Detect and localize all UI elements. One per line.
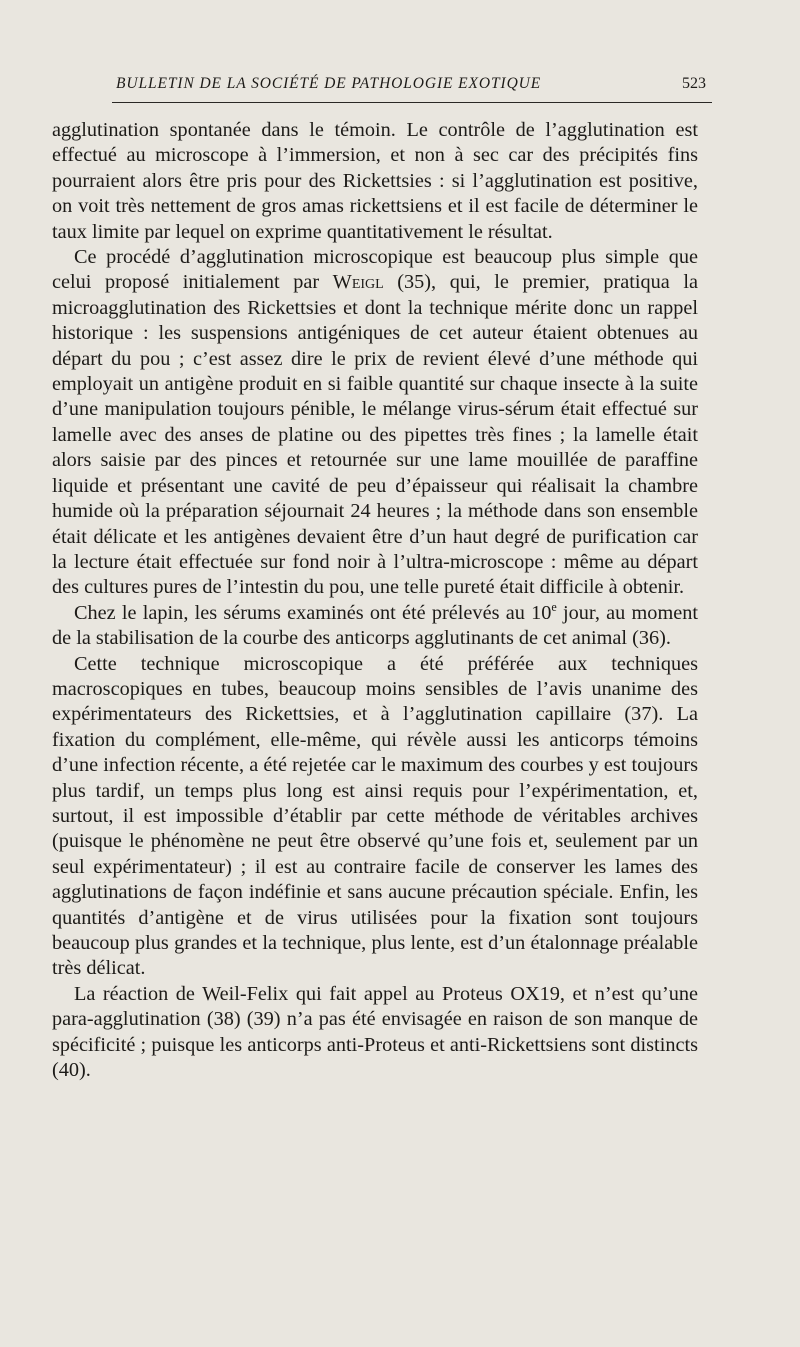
header-rule — [112, 102, 712, 103]
paragraph-1: agglutination spontanée dans le témoin. Le contrôle de l’agglutination est effectué au microscope à l’immersion, et non à sec car des précipités fins pourraient alors être pris pour des Rickettsies : si l’agglutination est positive, on voit très nettement de gros amas rickettsiens et il est facile de déterminer le taux limite par lequel on exprime quantitativement le résultat. — [52, 119, 698, 243]
page-header — [52, 75, 712, 93]
paragraph-4: Cette technique microscopique a été préférée aux techniques macroscopiques en tubes, beaucoup moins sensibles de l’avis unanime des expérimentateurs des Rickettsies, et à l’agglutination capillaire (37). La fixation du complément, elle-même, qui révèle aussi les anticorps témoins d’une infection récente, a été rejetée car le maximum des courbes y est toujours plus tardif, un temps plus long est ainsi requis pour l’expérimentation, et, surtout, il est impossible d’établir par cette méthode de véritables archives (puisque le phénomène ne peut être observé qu’une fois et, seulement par un seul expérimentateur) ; il est au contraire facile de conserver les lames des agglutinations de façon indéfinie et sans aucune précaution spéciale. Enfin, les quantités d’antigène et de virus utilisées pour la fixation sont toujours beaucoup plus grandes et la technique, plus lente, est d’un étalonnage préalable très délicat. — [52, 652, 698, 980]
paragraph-2-text-a: Ce procédé d’agglutination microscopique est beaucoup plus simple que celui proposé initialement par — [52, 246, 698, 294]
paragraph-3 — [52, 601, 698, 652]
ordinal-superscript: e — [551, 599, 557, 614]
running-title: BULLETIN DE LA SOCIÉTÉ DE PATHOLOGIE EXOTIQUE — [116, 75, 542, 92]
paragraph-5: La réaction de Weil-Felix qui fait appel au Proteus OX19, et n’est qu’une para-agglutination (38) (39) n’a pas été envisagée en raison de son manque de spécificité ; puisque les anticorps anti-Proteus et anti-Rickettsiens sont distincts (40). — [52, 982, 698, 1082]
paragraph-3-text-a: Chez le lapin, les sérums examinés ont été prélevés au 10 — [74, 601, 552, 624]
article-body — [52, 118, 698, 1083]
page-number: 523 — [682, 75, 706, 92]
paragraph-2-text-b: (35), qui, le premier, pratiqua la microagglutination des Rickettsies et dont la technique mérite donc un rappel historique : les suspensions antigéniques de cet auteur étaient obtenues au départ du pou ; c’est assez dire le prix de revient élevé d’une méthode qui employait un antigène produit en si faible quantité sur chaque insecte à la suite d’une manipulation toujours pénible, le mélange virus-sérum était effectué sur lamelle avec des anses de platine ou des pipettes très fines ; la lamelle était alors saisie par des pinces et retournée sur une lame mouillée de paraffine liquide et présentant une cavité de peu d’épaisseur qui réalisait la chambre humide où la préparation séjournait 24 heures ; la méthode dans son ensemble était délicate et les antigènes devaient être d’un haut degré de purification car la lecture était effectuée sur fond noir à l’ultra-microscope : même au départ des cultures pures de l’intestin du pou, une telle pureté était difficile à obtenir. — [52, 271, 698, 599]
author-name: Weigl — [332, 271, 384, 294]
paragraph-2 — [52, 245, 698, 601]
paragraph-3-text-b: jour, au moment de la stabilisation de la courbe des anticorps agglutinants de cet animal (36). — [52, 601, 698, 650]
